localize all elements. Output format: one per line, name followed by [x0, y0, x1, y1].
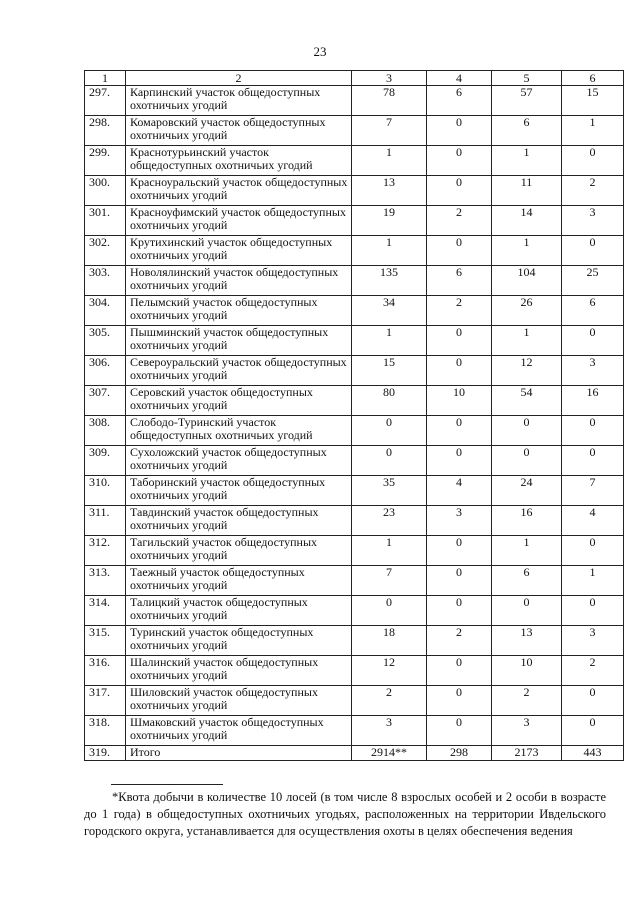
- header-cell-1: 1: [85, 71, 126, 86]
- row-number-cell: 298.: [85, 116, 126, 146]
- quota-col-4-cell: 0: [427, 716, 492, 746]
- row-number-cell: 317.: [85, 686, 126, 716]
- quota-col-5-cell: 104: [492, 266, 562, 296]
- quota-col-5-cell: 24: [492, 476, 562, 506]
- table-row: [85, 596, 624, 626]
- quota-col-5-cell: 1: [492, 236, 562, 266]
- row-number-cell: 315.: [85, 626, 126, 656]
- quota-col-6-cell: 3: [562, 206, 624, 236]
- quota-total-cell: 19: [352, 206, 427, 236]
- quota-total-cell: 0: [352, 416, 427, 446]
- row-number-cell: 308.: [85, 416, 126, 446]
- total-row: [85, 746, 624, 761]
- table-row: [85, 206, 624, 236]
- quota-col-5-cell: 54: [492, 386, 562, 416]
- page-number: 23: [313, 44, 327, 59]
- quota-col-5-cell: 16: [492, 506, 562, 536]
- quota-total-cell: 135: [352, 266, 427, 296]
- quota-col-6-cell: 0: [562, 686, 624, 716]
- row-number-cell: 313.: [85, 566, 126, 596]
- table-row: [85, 86, 624, 116]
- row-number-cell: 311.: [85, 506, 126, 536]
- hunting-area-name-cell: Серовский участок общедоступных охотничьих угодий: [126, 386, 352, 416]
- table-row: [85, 686, 624, 716]
- quota-col-4-cell: 0: [427, 416, 492, 446]
- header-cell-4: 4: [427, 71, 492, 86]
- quota-col-4-cell: 0: [427, 536, 492, 566]
- row-number-cell: 314.: [85, 596, 126, 626]
- quota-total-cell: 2: [352, 686, 427, 716]
- table-row: [85, 236, 624, 266]
- hunting-area-name-cell: Краснотурьинский участок общедоступных охотничьих угодий: [126, 146, 352, 176]
- hunting-area-name-cell: Слободо-Туринский участок общедоступных охотничьих угодий: [126, 416, 352, 446]
- quota-col-6-cell: 0: [562, 416, 624, 446]
- quota-total-cell: 34: [352, 296, 427, 326]
- table-row: [85, 266, 624, 296]
- hunting-area-name-cell: Крутихинский участок общедоступных охотничьих угодий: [126, 236, 352, 266]
- quota-col-5-cell: 1: [492, 326, 562, 356]
- quota-col-5-cell: 0: [492, 596, 562, 626]
- quota-col-4-cell: 6: [427, 86, 492, 116]
- quota-col-6-cell: 25: [562, 266, 624, 296]
- quota-col-4-cell: 4: [427, 476, 492, 506]
- quota-col-6-cell: 2: [562, 656, 624, 686]
- table-row: [85, 506, 624, 536]
- row-number-cell: 307.: [85, 386, 126, 416]
- hunting-area-name-cell: Пелымский участок общедоступных охотничьих угодий: [126, 296, 352, 326]
- quota-col-5-cell: 26: [492, 296, 562, 326]
- hunting-area-name-cell: Талицкий участок общедоступных охотничьих угодий: [126, 596, 352, 626]
- quota-total-cell: 2914**: [352, 746, 427, 761]
- quota-col-4-cell: 0: [427, 116, 492, 146]
- quota-col-5-cell: 1: [492, 146, 562, 176]
- quota-col-6-cell: 0: [562, 236, 624, 266]
- quota-col-6-cell: 0: [562, 596, 624, 626]
- table-row: [85, 536, 624, 566]
- row-number-cell: 302.: [85, 236, 126, 266]
- quota-total-cell: 12: [352, 656, 427, 686]
- hunting-area-name-cell: Таборинский участок общедоступных охотничьих угодий: [126, 476, 352, 506]
- table-row: [85, 116, 624, 146]
- row-number-cell: 301.: [85, 206, 126, 236]
- row-number-cell: 300.: [85, 176, 126, 206]
- row-number-cell: 309.: [85, 446, 126, 476]
- row-number-cell: 319.: [85, 746, 126, 761]
- row-number-cell: 306.: [85, 356, 126, 386]
- quota-col-5-cell: 14: [492, 206, 562, 236]
- header-cell-3: 3: [352, 71, 427, 86]
- row-number-cell: 316.: [85, 656, 126, 686]
- footnote-text: *Квота добычи в количестве 10 лосей (в том числе 8 взрослых особей и 2 особи в возрасте до 1 года) в общедоступных охотничьих угодьях, расположенных на территории Ивдельского городского округа, устанавливается для осуществления охоты в целях обеспечения ведения: [84, 790, 606, 838]
- quota-col-4-cell: 2: [427, 206, 492, 236]
- table-row: [85, 476, 624, 506]
- quota-col-5-cell: 0: [492, 416, 562, 446]
- hunting-area-name-cell: Североуральский участок общедоступных охотничьих угодий: [126, 356, 352, 386]
- quota-col-6-cell: 0: [562, 446, 624, 476]
- quota-col-4-cell: 0: [427, 356, 492, 386]
- quota-col-4-cell: 0: [427, 326, 492, 356]
- quota-col-5-cell: 0: [492, 446, 562, 476]
- quota-col-6-cell: 15: [562, 86, 624, 116]
- quota-col-6-cell: 0: [562, 146, 624, 176]
- quota-col-6-cell: 3: [562, 356, 624, 386]
- quota-col-4-cell: 0: [427, 146, 492, 176]
- hunting-area-name-cell: Тавдинский участок общедоступных охотничьих угодий: [126, 506, 352, 536]
- table-row: [85, 416, 624, 446]
- quota-col-6-cell: 16: [562, 386, 624, 416]
- quota-col-5-cell: 13: [492, 626, 562, 656]
- table-header-row: [85, 71, 624, 86]
- quota-col-5-cell: 57: [492, 86, 562, 116]
- quota-table: [84, 70, 624, 761]
- quota-total-cell: 18: [352, 626, 427, 656]
- header-cell-6: 6: [562, 71, 624, 86]
- table-row: [85, 176, 624, 206]
- quota-col-6-cell: 4: [562, 506, 624, 536]
- quota-col-6-cell: 0: [562, 536, 624, 566]
- hunting-area-name-cell: Шалинский участок общедоступных охотничьих угодий: [126, 656, 352, 686]
- quota-col-6-cell: 1: [562, 116, 624, 146]
- quota-total-cell: 1: [352, 536, 427, 566]
- quota-col-5-cell: 11: [492, 176, 562, 206]
- table-row: [85, 656, 624, 686]
- table-row: [85, 146, 624, 176]
- quota-col-5-cell: 6: [492, 116, 562, 146]
- quota-col-4-cell: 3: [427, 506, 492, 536]
- hunting-area-name-cell: Шмаковский участок общедоступных охотничьих угодий: [126, 716, 352, 746]
- hunting-area-name-cell: Новолялинский участок общедоступных охотничьих угодий: [126, 266, 352, 296]
- hunting-area-name-cell: Тагильский участок общедоступных охотничьих угодий: [126, 536, 352, 566]
- quota-col-4-cell: 0: [427, 686, 492, 716]
- quota-total-cell: 7: [352, 566, 427, 596]
- quota-col-6-cell: 0: [562, 716, 624, 746]
- quota-total-cell: 15: [352, 356, 427, 386]
- quota-col-5-cell: 3: [492, 716, 562, 746]
- quota-col-4-cell: 0: [427, 236, 492, 266]
- table-row: [85, 446, 624, 476]
- quota-total-cell: 0: [352, 596, 427, 626]
- quota-col-4-cell: 0: [427, 446, 492, 476]
- hunting-area-name-cell: Туринский участок общедоступных охотничьих угодий: [126, 626, 352, 656]
- quota-total-cell: 1: [352, 326, 427, 356]
- quota-col-4-cell: 2: [427, 626, 492, 656]
- row-number-cell: 297.: [85, 86, 126, 116]
- quota-col-6-cell: 1: [562, 566, 624, 596]
- quota-col-4-cell: 10: [427, 386, 492, 416]
- row-number-cell: 312.: [85, 536, 126, 566]
- quota-col-6-cell: 443: [562, 746, 624, 761]
- quota-total-cell: 23: [352, 506, 427, 536]
- footnote-divider: [111, 784, 223, 785]
- hunting-area-name-cell: Итого: [126, 746, 352, 761]
- quota-col-5-cell: 12: [492, 356, 562, 386]
- quota-total-cell: 80: [352, 386, 427, 416]
- row-number-cell: 305.: [85, 326, 126, 356]
- hunting-area-name-cell: Красноуфимский участок общедоступных охотничьих угодий: [126, 206, 352, 236]
- quota-col-4-cell: 6: [427, 266, 492, 296]
- quota-total-cell: 7: [352, 116, 427, 146]
- row-number-cell: 310.: [85, 476, 126, 506]
- quota-total-cell: 13: [352, 176, 427, 206]
- row-number-cell: 304.: [85, 296, 126, 326]
- quota-col-4-cell: 0: [427, 176, 492, 206]
- hunting-area-name-cell: Пышминский участок общедоступных охотничьих угодий: [126, 326, 352, 356]
- quota-total-cell: 0: [352, 446, 427, 476]
- hunting-area-name-cell: Комаровский участок общедоступных охотничьих угодий: [126, 116, 352, 146]
- quota-total-cell: 1: [352, 236, 427, 266]
- quota-total-cell: 35: [352, 476, 427, 506]
- quota-col-6-cell: 6: [562, 296, 624, 326]
- quota-col-5-cell: 2: [492, 686, 562, 716]
- row-number-cell: 318.: [85, 716, 126, 746]
- quota-col-4-cell: 0: [427, 566, 492, 596]
- table-row: [85, 356, 624, 386]
- table-row: [85, 716, 624, 746]
- table-row: [85, 626, 624, 656]
- quota-col-5-cell: 10: [492, 656, 562, 686]
- hunting-area-name-cell: Шиловский участок общедоступных охотничьих угодий: [126, 686, 352, 716]
- row-number-cell: 299.: [85, 146, 126, 176]
- quota-col-4-cell: 298: [427, 746, 492, 761]
- hunting-area-name-cell: Карпинский участок общедоступных охотничьих угодий: [126, 86, 352, 116]
- hunting-area-name-cell: Сухоложский участок общедоступных охотничьих угодий: [126, 446, 352, 476]
- row-number-cell: 303.: [85, 266, 126, 296]
- table-row: [85, 566, 624, 596]
- quota-col-6-cell: 3: [562, 626, 624, 656]
- quota-total-cell: 3: [352, 716, 427, 746]
- quota-total-cell: 1: [352, 146, 427, 176]
- table-row: [85, 326, 624, 356]
- header-cell-5: 5: [492, 71, 562, 86]
- quota-col-5-cell: 2173: [492, 746, 562, 761]
- quota-col-4-cell: 0: [427, 596, 492, 626]
- quota-col-5-cell: 1: [492, 536, 562, 566]
- quota-col-4-cell: 2: [427, 296, 492, 326]
- header-cell-2: 2: [126, 71, 352, 86]
- quota-col-6-cell: 0: [562, 326, 624, 356]
- table-row: [85, 296, 624, 326]
- quota-col-6-cell: 7: [562, 476, 624, 506]
- table-row: [85, 386, 624, 416]
- hunting-area-name-cell: Таежный участок общедоступных охотничьих угодий: [126, 566, 352, 596]
- quota-total-cell: 78: [352, 86, 427, 116]
- hunting-area-name-cell: Красноуральский участок общедоступных охотничьих угодий: [126, 176, 352, 206]
- quota-col-6-cell: 2: [562, 176, 624, 206]
- quota-col-5-cell: 6: [492, 566, 562, 596]
- quota-col-4-cell: 0: [427, 656, 492, 686]
